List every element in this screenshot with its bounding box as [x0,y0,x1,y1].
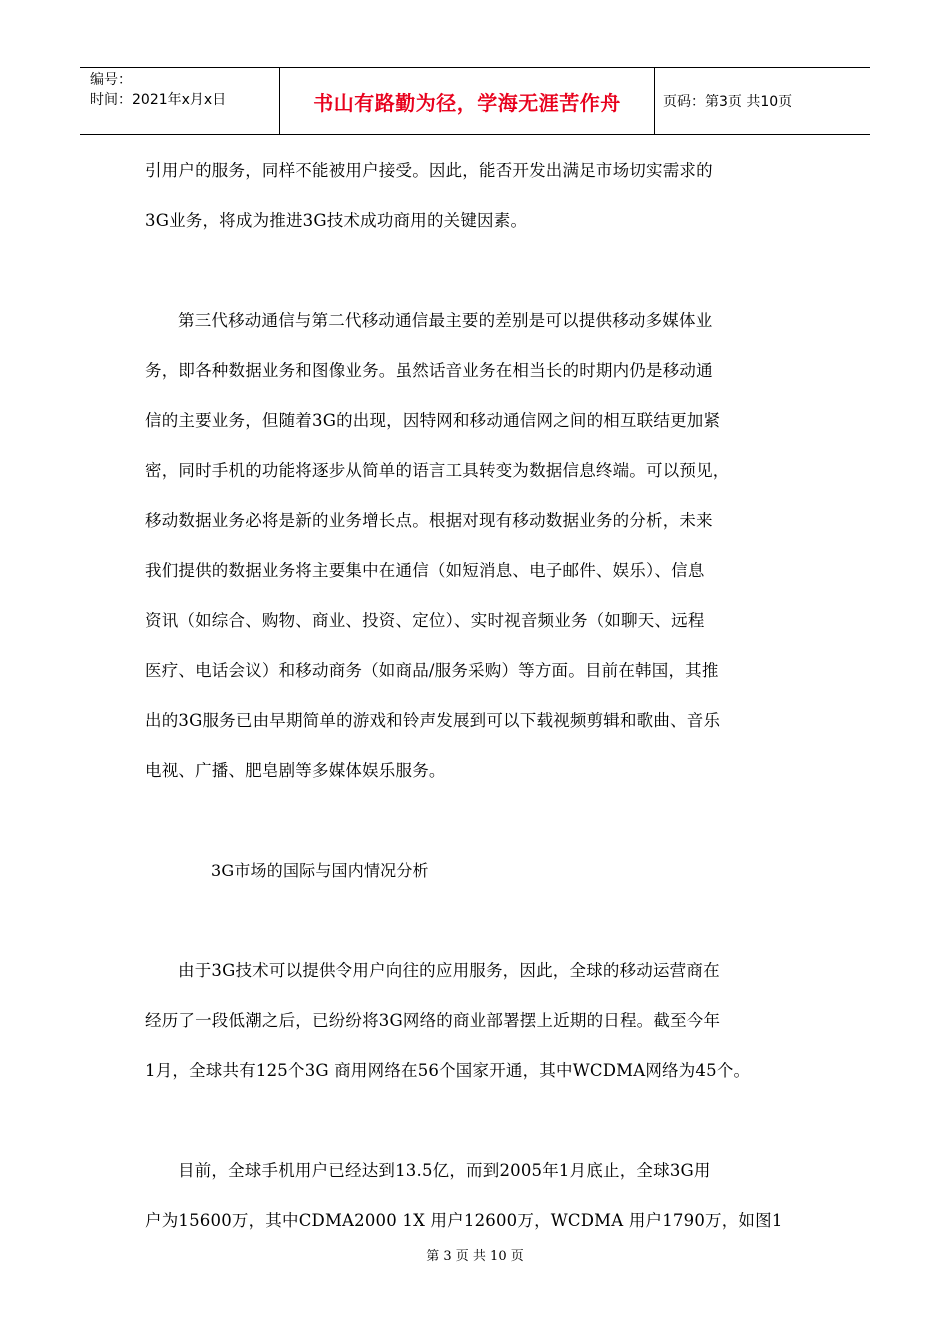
paragraph-line: 第三代移动通信与第二代移动通信最主要的差别是可以提供移动多媒体业 [178,311,713,330]
paragraph-line: 务，即各种数据业务和图像业务。虽然话音业务在相当长的时期内仍是移动通 [145,361,713,380]
time-label: 时间：2021年x月x日 [90,92,227,108]
paragraph-line: 3G业务，将成为推进3G技术成功商用的关键因素。 [145,211,528,230]
page-footer: 第 3 页 共 10 页 [426,1249,524,1264]
paragraph-line: 经历了一段低潮之后，已纷纷将3G网络的商业部署摆上近期的日程。截至今年 [145,1011,721,1030]
header-motto: 书山有路勤为径，学海无涯苦作舟 [280,68,655,134]
paragraph-line: 密，同时手机的功能将逐步从简单的语言工具转变为数据信息终端。可以预见， [145,461,730,480]
paragraph-line: 由于3G技术可以提供令用户向往的应用服务，因此，全球的移动运营商在 [178,961,720,980]
paragraph-line: 资讯（如综合、购物、商业、投资、定位）、实时视音频业务（如聊天、远程 [145,611,705,630]
document-body [145,146,805,1246]
paragraph-line: 我们提供的数据业务将主要集中在通信（如短消息、电子邮件、娱乐）、信息 [145,561,705,580]
paragraph-line: 移动数据业务必将是新的业务增长点。根据对现有移动数据业务的分析，未来 [145,511,713,530]
paragraph-line: 电视、广播、肥皂剧等多媒体娱乐服务。 [145,761,446,780]
number-label: 编号： [90,72,132,88]
paragraph-line: 信的主要业务，但随着3G的出现，因特网和移动通信网之间的相互联结更加紧 [145,411,721,430]
header-meta [80,68,280,134]
paragraph-line: 出的3G服务已由早期简单的游戏和铃声发展到可以下载视频剪辑和歌曲、音乐 [145,711,721,730]
paragraph-line: 户为15600万，其中CDMA2000 1X 用户12600万，WCDMA 用户1790万，如图1 [145,1211,783,1230]
paragraph-line: 引用户的服务，同样不能被用户接受。因此，能否开发出满足市场切实需求的 [145,161,713,180]
page-header [80,67,870,135]
paragraph-line: 目前，全球手机用户已经达到13.5亿，而到2005年1月底止，全球3G用 [178,1161,711,1180]
header-page-info: 页码：第3页 共10页 [663,94,793,110]
paragraph-line: 1月，全球共有125个3G 商用网络在56个国家开通，其中WCDMA网络为45个。 [145,1061,751,1080]
paragraph-line: 医疗、电话会议）和移动商务（如商品/服务采购）等方面。目前在韩国，其推 [145,661,719,680]
section-heading: 3G市场的国际与国内情况分析 [211,861,429,880]
